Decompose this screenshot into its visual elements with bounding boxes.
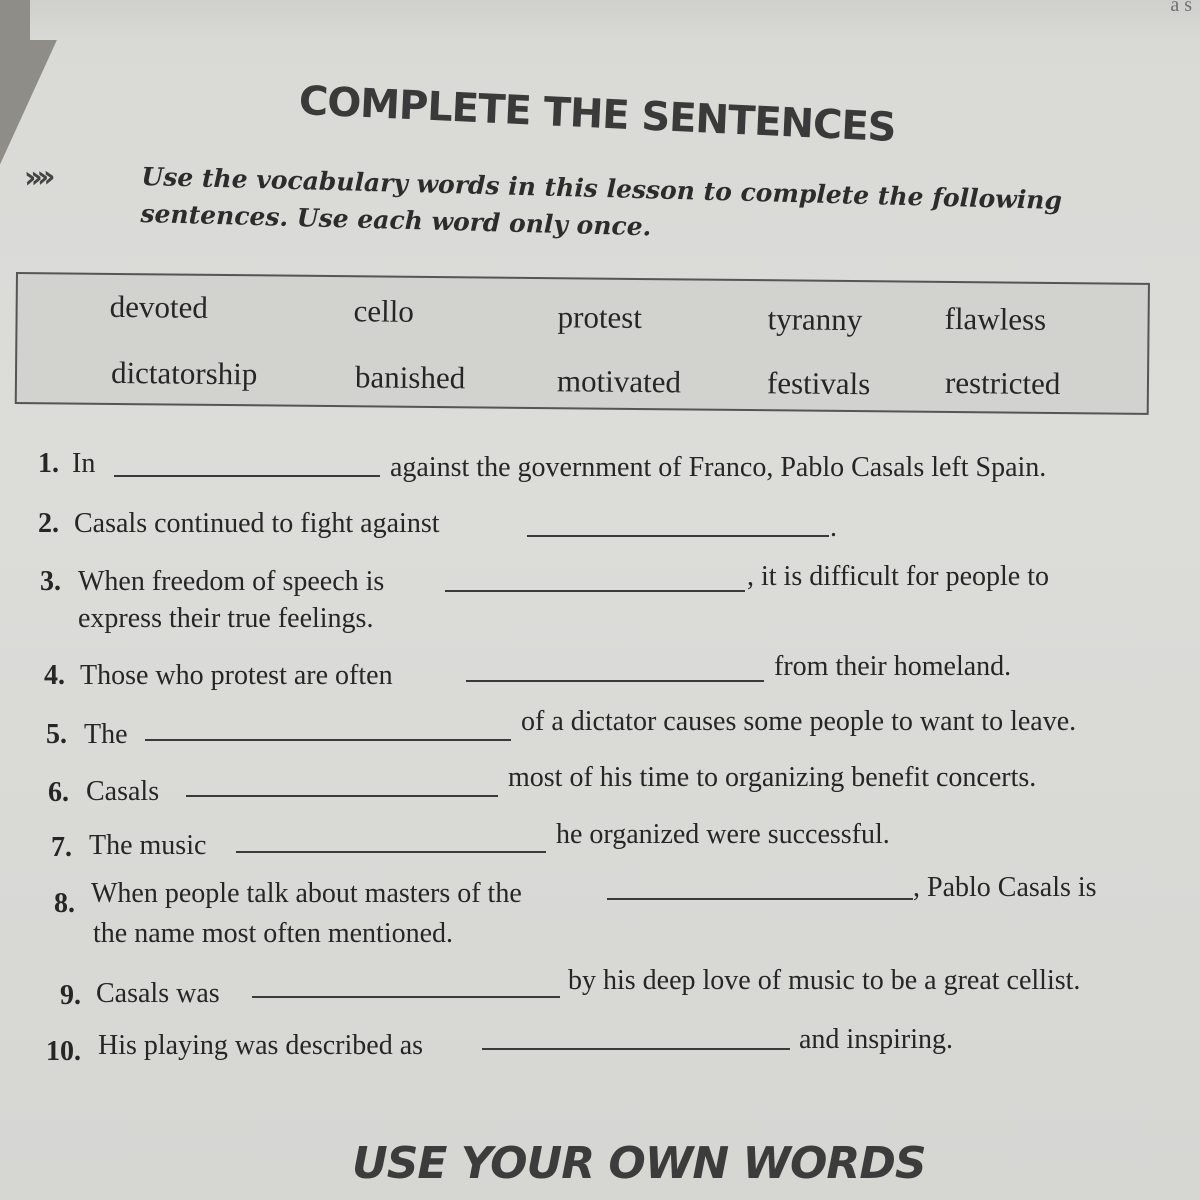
vocab-word: motivated	[556, 363, 682, 400]
sentence-number: 7.	[51, 832, 72, 863]
sentence-number: 9.	[60, 980, 81, 1011]
answer-blank[interactable]	[527, 535, 829, 537]
answer-blank[interactable]	[236, 851, 546, 853]
sentence-text: against the government of Franco, Pablo Casals left Spain.	[390, 452, 1047, 483]
sentence-number: 4.	[44, 660, 65, 691]
sentence-number: 5.	[46, 719, 67, 750]
sentence-text: When people talk about masters of the	[91, 878, 522, 909]
vocabulary-word-box	[15, 272, 1150, 415]
sentence-number: 2.	[38, 508, 59, 539]
sentence-text: When freedom of speech is	[78, 566, 385, 597]
sentence-number: 8.	[54, 888, 75, 919]
sentence-text: Those who protest are often	[80, 660, 393, 691]
answer-blank[interactable]	[114, 475, 380, 477]
sentence-number: 3.	[40, 566, 61, 597]
arrows-icon: ››››	[23, 159, 51, 196]
answer-blank[interactable]	[186, 795, 498, 797]
vocab-word: restricted	[944, 364, 1061, 402]
vocab-word: flawless	[944, 300, 1047, 337]
vocab-word: festivals	[766, 365, 871, 402]
page-title: COMPLETE THE SENTENCES	[297, 78, 897, 152]
sentence-text: .	[830, 512, 837, 543]
sentence-number: 1.	[38, 448, 59, 479]
sentence-text: Casals was	[96, 978, 220, 1009]
sentence-number: 10.	[46, 1036, 81, 1067]
sentence-text: In	[72, 448, 96, 479]
sentence-text: the name most often mentioned.	[93, 918, 454, 949]
vocab-word: tyranny	[767, 301, 863, 338]
sentence-text: The music	[89, 830, 207, 861]
answer-blank[interactable]	[145, 739, 511, 741]
sentence-text: he organized were successful.	[556, 819, 890, 850]
sentence-text: of a dictator causes some people to want to leave.	[521, 706, 1077, 737]
vocab-word: dictatorship	[110, 354, 258, 392]
vocab-word: banished	[354, 359, 466, 396]
sentence-text: most of his time to organizing benefit concerts.	[508, 762, 1037, 793]
vocab-word: protest	[557, 299, 643, 336]
vocab-word: cello	[353, 293, 415, 329]
answer-blank[interactable]	[482, 1048, 790, 1050]
sentence-text: His playing was described as	[98, 1030, 424, 1061]
vocab-word: devoted	[109, 288, 208, 325]
sentence-text: The	[84, 719, 128, 750]
sentence-text: express their true feelings.	[78, 603, 374, 634]
answer-blank[interactable]	[445, 590, 745, 592]
sentence-text: Casals continued to fight against	[74, 508, 440, 539]
sentence-text: Casals	[86, 776, 160, 807]
sentence-text: , Pablo Casals is	[913, 872, 1097, 903]
answer-blank[interactable]	[466, 680, 764, 682]
corner-text: a s	[1170, 0, 1192, 16]
answer-blank[interactable]	[252, 996, 560, 998]
sentence-text: from their homeland.	[774, 651, 1012, 682]
sentence-text: and inspiring.	[799, 1024, 953, 1055]
section-heading: USE YOUR OWN WORDS	[352, 1138, 926, 1189]
instructions: Use the vocabulary words in this lesson to complete the following sentences. Use each word only once.	[140, 161, 1063, 242]
sentence-number: 6.	[48, 777, 69, 808]
page-top-edge	[30, 0, 1200, 40]
sentence-text: by his deep love of music to be a great cellist.	[568, 965, 1081, 996]
sentence-text: , it is difficult for people to	[747, 561, 1049, 592]
answer-blank[interactable]	[607, 898, 913, 900]
